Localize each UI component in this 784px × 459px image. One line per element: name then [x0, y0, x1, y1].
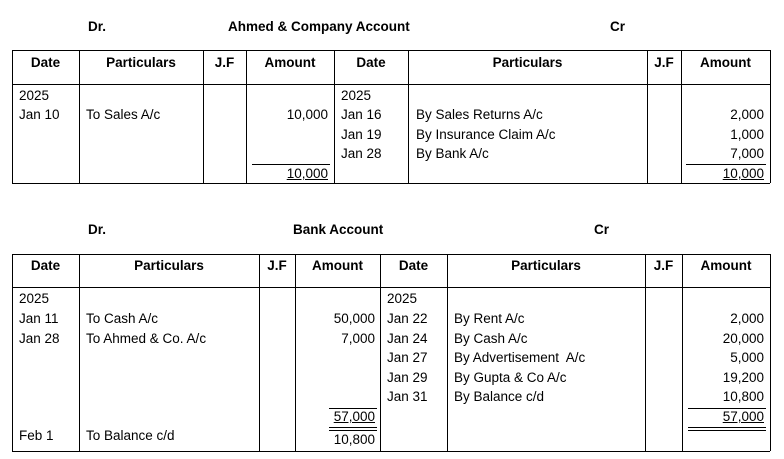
header-amount: Amount — [312, 258, 363, 273]
header-particulars: Particulars — [511, 258, 581, 273]
total-rule — [688, 427, 766, 428]
header-particulars: Particulars — [106, 55, 176, 70]
credit-amount: 7,000 — [730, 146, 764, 161]
debit-date: Jan 28 — [19, 331, 60, 346]
header-date: Date — [356, 55, 386, 70]
total-rule — [252, 164, 330, 165]
header-particulars: Particulars — [134, 258, 204, 273]
debit-total: 57,000 — [333, 409, 375, 424]
header-jf: J.F — [654, 55, 674, 70]
debit-date: Jan 10 — [19, 107, 60, 122]
credit-year: 2025 — [341, 88, 372, 103]
credit-date: Jan 28 — [341, 146, 382, 161]
header-jf: J.F — [214, 55, 235, 70]
debit-amount: 7,000 — [341, 331, 375, 346]
total-rule — [688, 430, 766, 431]
credit-particulars: By Balance c/d — [454, 389, 545, 404]
debit-date: Jan 11 — [19, 311, 59, 326]
credit-particulars: By Advertisement A/c — [454, 350, 586, 365]
debit-year: 2025 — [19, 291, 50, 306]
debit-amount: 50,000 — [333, 311, 375, 326]
balance-amount: 10,800 — [333, 432, 375, 447]
balance-particulars: To Balance c/d — [86, 428, 175, 443]
total-rule — [329, 427, 377, 428]
col-divider — [259, 254, 260, 451]
credit-total: 10,000 — [722, 166, 764, 181]
col-divider — [770, 50, 771, 183]
credit-date: Jan 24 — [387, 331, 428, 346]
total-rule — [329, 430, 377, 431]
header-particulars: Particulars — [492, 55, 563, 70]
col-divider — [770, 254, 771, 451]
credit-amount: 19,200 — [722, 370, 764, 385]
balance-date: Feb 1 — [19, 428, 54, 443]
credit-particulars: By Cash A/c — [454, 331, 528, 346]
col-divider — [79, 254, 80, 451]
total-rule — [686, 164, 766, 165]
credit-date: Jan 16 — [341, 107, 382, 122]
header-amount: Amount — [700, 55, 751, 70]
credit-particulars: By Insurance Claim A/c — [416, 127, 556, 142]
ledger-title: Bank Account — [293, 222, 384, 237]
header-amount: Amount — [264, 55, 316, 70]
debit-particulars: To Ahmed & Co. A/c — [86, 331, 207, 346]
ledger-title: Ahmed & Company Account — [228, 19, 410, 34]
header-divider — [12, 84, 770, 85]
credit-year: 2025 — [387, 291, 418, 306]
header-date: Date — [398, 258, 429, 273]
credit-date: Jan 31 — [387, 389, 428, 404]
credit-total: 57,000 — [722, 409, 764, 424]
credit-amount: 2,000 — [730, 311, 764, 326]
header-date: Date — [30, 258, 61, 273]
credit-particulars: By Rent A/c — [454, 311, 525, 326]
header-date: Date — [30, 55, 61, 70]
credit-amount: 5,000 — [730, 350, 764, 365]
dr-label: Dr. — [88, 19, 107, 34]
credit-amount: 2,000 — [730, 107, 764, 122]
debit-particulars: To Cash A/c — [86, 311, 159, 326]
col-divider — [380, 254, 381, 451]
credit-date: Jan 27 — [387, 350, 428, 365]
credit-particulars: By Gupta & Co A/c — [454, 370, 567, 385]
credit-amount: 1,000 — [730, 127, 764, 142]
credit-date: Jan 29 — [387, 370, 428, 385]
debit-year: 2025 — [19, 88, 50, 103]
table-border-bottom — [12, 451, 770, 452]
debit-amount: 10,000 — [286, 107, 328, 122]
credit-particulars: By Bank A/c — [416, 146, 489, 161]
debit-total: 10,000 — [286, 166, 328, 181]
col-divider — [447, 254, 448, 451]
table-border-top — [12, 254, 770, 255]
table-border-top — [12, 50, 770, 51]
col-divider — [12, 254, 13, 451]
credit-amount: 10,800 — [722, 389, 764, 404]
credit-date: Jan 22 — [387, 311, 428, 326]
header-divider — [12, 287, 770, 288]
debit-particulars: To Sales A/c — [86, 107, 161, 122]
header-jf: J.F — [653, 258, 674, 273]
col-divider — [645, 254, 646, 451]
table-border-bottom — [12, 183, 770, 184]
credit-date: Jan 19 — [341, 127, 382, 142]
dr-label: Dr. — [88, 222, 107, 237]
cr-label: Cr — [594, 222, 610, 237]
cr-label: Cr — [610, 19, 626, 34]
header-jf: J.F — [267, 258, 287, 273]
credit-amount: 20,000 — [722, 331, 764, 346]
header-amount: Amount — [700, 258, 752, 273]
credit-particulars: By Sales Returns A/c — [416, 107, 543, 122]
